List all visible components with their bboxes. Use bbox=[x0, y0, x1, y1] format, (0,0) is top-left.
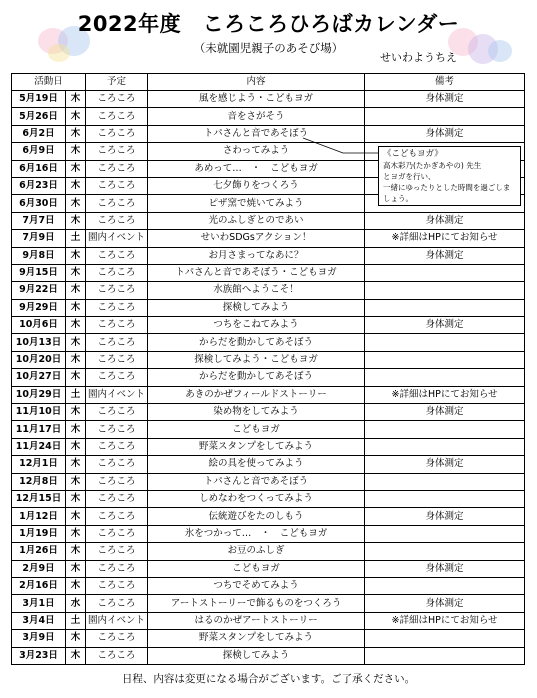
callout-line-2: とヨガを行い、 bbox=[383, 172, 436, 181]
weekday-cell: 木 bbox=[66, 264, 86, 281]
callout-line-3: 一緒にゆったりとした時間を過ごしましょう。 bbox=[383, 183, 511, 203]
school-name: せいわようちえ bbox=[380, 51, 457, 64]
date-cell: 3月23日 bbox=[12, 647, 66, 664]
type-cell: ころころ bbox=[86, 404, 148, 421]
content-cell: ピザ窯で焼いてみよう bbox=[148, 195, 365, 212]
content-cell: お月さまってなあに？ bbox=[148, 247, 365, 264]
weekday-cell: 木 bbox=[66, 577, 86, 594]
weekday-cell: 木 bbox=[66, 125, 86, 142]
type-cell: ころころ bbox=[86, 264, 148, 281]
date-cell: 12月15日 bbox=[12, 490, 66, 507]
type-cell: ころころ bbox=[86, 421, 148, 438]
page-title: 2022年度 ころころひろばカレンダー bbox=[77, 12, 460, 36]
weekday-cell: 木 bbox=[66, 421, 86, 438]
weekday-cell: 木 bbox=[66, 473, 86, 490]
content-cell: 水族館へようこそ！ bbox=[148, 282, 365, 299]
type-cell: 園内イベント bbox=[86, 612, 148, 629]
type-cell: ころころ bbox=[86, 508, 148, 525]
column-header-note: 備考 bbox=[365, 74, 525, 91]
weekday-cell: 木 bbox=[66, 647, 86, 664]
type-cell: ころころ bbox=[86, 543, 148, 560]
content-cell: 野菜スタンプをしてみよう bbox=[148, 630, 365, 647]
weekday-cell: 木 bbox=[66, 282, 86, 299]
content-cell: 光のふしぎとのであい bbox=[148, 212, 365, 229]
date-cell: 10月6日 bbox=[12, 317, 66, 334]
weekday-cell: 土 bbox=[66, 230, 86, 247]
weekday-cell: 木 bbox=[66, 91, 86, 108]
date-cell: 6月23日 bbox=[12, 177, 66, 194]
date-cell: 2月16日 bbox=[12, 577, 66, 594]
date-cell: 3月9日 bbox=[12, 630, 66, 647]
date-cell: 9月8日 bbox=[12, 247, 66, 264]
content-cell: つちでそめてみよう bbox=[148, 577, 365, 594]
date-cell: 6月2日 bbox=[12, 125, 66, 142]
type-cell: ころころ bbox=[86, 125, 148, 142]
weekday-cell: 木 bbox=[66, 195, 86, 212]
type-cell: ころころ bbox=[86, 351, 148, 368]
weekday-cell: 木 bbox=[66, 299, 86, 316]
date-cell: 9月22日 bbox=[12, 282, 66, 299]
date-cell: 1月19日 bbox=[12, 525, 66, 542]
column-header-date: 活動日 bbox=[12, 74, 86, 91]
content-cell: 野菜スタンプをしてみよう bbox=[148, 438, 365, 455]
note-cell: ※詳細はHPにてお知らせ bbox=[365, 612, 525, 629]
yoga-callout-box bbox=[378, 146, 521, 206]
type-cell: ころころ bbox=[86, 595, 148, 612]
weekday-cell: 木 bbox=[66, 508, 86, 525]
date-cell: 11月10日 bbox=[12, 404, 66, 421]
date-cell: 12月1日 bbox=[12, 456, 66, 473]
content-cell: あきのかぜフィールドストーリー bbox=[148, 386, 365, 403]
weekday-cell: 木 bbox=[66, 525, 86, 542]
type-cell: ころころ bbox=[86, 91, 148, 108]
note-cell: 身体測定 bbox=[365, 317, 525, 334]
callout-title: 《こどもヨガ》 bbox=[383, 149, 443, 159]
type-cell: 園内イベント bbox=[86, 230, 148, 247]
date-cell: 5月19日 bbox=[12, 91, 66, 108]
type-cell: 園内イベント bbox=[86, 386, 148, 403]
content-cell: からだを動かしてあそぼう bbox=[148, 369, 365, 386]
content-cell: あめって… ・ こどもヨガ bbox=[148, 160, 365, 177]
note-cell: 身体測定 bbox=[365, 456, 525, 473]
content-cell: お豆のふしぎ bbox=[148, 543, 365, 560]
date-cell: 12月8日 bbox=[12, 473, 66, 490]
weekday-cell: 木 bbox=[66, 108, 86, 125]
weekday-cell: 木 bbox=[66, 630, 86, 647]
date-cell: 11月17日 bbox=[12, 421, 66, 438]
date-cell: 3月4日 bbox=[12, 612, 66, 629]
weekday-cell: 木 bbox=[66, 212, 86, 229]
weekday-cell: 土 bbox=[66, 612, 86, 629]
page-subtitle: （未就園児親子のあそび場） bbox=[193, 41, 344, 55]
type-cell: ころころ bbox=[86, 160, 148, 177]
date-cell: 10月29日 bbox=[12, 386, 66, 403]
weekday-cell: 木 bbox=[66, 334, 86, 351]
footer-note: 日程、内容は変更になる場合がございます。ご了承ください。 bbox=[121, 673, 416, 685]
type-cell: ころころ bbox=[86, 560, 148, 577]
type-cell: ころころ bbox=[86, 143, 148, 160]
weekday-cell: 木 bbox=[66, 404, 86, 421]
content-cell: 風を感じよう・こどもヨガ bbox=[148, 91, 365, 108]
weekday-cell: 木 bbox=[66, 543, 86, 560]
content-cell: トパさんと音であそぼう・こどもヨガ bbox=[148, 264, 365, 281]
content-cell: 七夕飾りをつくろう bbox=[148, 177, 365, 194]
type-cell: ころころ bbox=[86, 282, 148, 299]
content-cell: 染め物をしてみよう bbox=[148, 404, 365, 421]
weekday-cell: 木 bbox=[66, 490, 86, 507]
date-cell: 6月9日 bbox=[12, 143, 66, 160]
note-cell: 身体測定 bbox=[365, 212, 525, 229]
weekday-cell: 木 bbox=[66, 143, 86, 160]
date-cell: 10月27日 bbox=[12, 369, 66, 386]
date-cell: 7月7日 bbox=[12, 212, 66, 229]
type-cell: ころころ bbox=[86, 369, 148, 386]
content-cell: 音をさがそう bbox=[148, 108, 365, 125]
column-header-content: 内容 bbox=[148, 74, 365, 91]
weekday-cell: 水 bbox=[66, 595, 86, 612]
date-cell: 9月29日 bbox=[12, 299, 66, 316]
type-cell: ころころ bbox=[86, 630, 148, 647]
weekday-cell: 木 bbox=[66, 369, 86, 386]
weekday-cell: 木 bbox=[66, 247, 86, 264]
note-cell: ※詳細はHPにてお知らせ bbox=[365, 230, 525, 247]
weekday-cell: 木 bbox=[66, 438, 86, 455]
weekday-cell: 木 bbox=[66, 351, 86, 368]
date-cell: 6月30日 bbox=[12, 195, 66, 212]
content-cell: からだを動かしてあそぼう bbox=[148, 334, 365, 351]
date-cell: 9月15日 bbox=[12, 264, 66, 281]
content-cell: こどもヨガ bbox=[148, 421, 365, 438]
weekday-cell: 木 bbox=[66, 560, 86, 577]
content-cell: トパさんと音であそぼう bbox=[148, 125, 365, 142]
note-cell: 身体測定 bbox=[365, 125, 525, 142]
note-cell: 身体測定 bbox=[365, 404, 525, 421]
weekday-cell: 木 bbox=[66, 177, 86, 194]
type-cell: ころころ bbox=[86, 195, 148, 212]
type-cell: ころころ bbox=[86, 456, 148, 473]
content-cell: しめなわをつくってみよう bbox=[148, 490, 365, 507]
date-cell: 11月24日 bbox=[12, 438, 66, 455]
note-cell: 身体測定 bbox=[365, 247, 525, 264]
note-cell: 身体測定 bbox=[365, 91, 525, 108]
weekday-cell: 木 bbox=[66, 160, 86, 177]
content-cell: さわってみよう bbox=[148, 143, 365, 160]
type-cell: ころころ bbox=[86, 473, 148, 490]
content-cell: 探検してみよう bbox=[148, 299, 365, 316]
content-cell: 伝統遊びをたのしもう bbox=[148, 508, 365, 525]
note-cell: 身体測定 bbox=[365, 595, 525, 612]
content-cell: 氷をつかって… ・ こどもヨガ bbox=[148, 525, 365, 542]
note-cell: 身体測定 bbox=[365, 560, 525, 577]
type-cell: ころころ bbox=[86, 108, 148, 125]
type-cell: ころころ bbox=[86, 299, 148, 316]
content-cell: こどもヨガ bbox=[148, 560, 365, 577]
content-cell: つちをこねてみよう bbox=[148, 317, 365, 334]
content-cell: はるのかぜアートストーリー bbox=[148, 612, 365, 629]
type-cell: ころころ bbox=[86, 177, 148, 194]
note-cell: 身体測定 bbox=[365, 508, 525, 525]
type-cell: ころころ bbox=[86, 525, 148, 542]
type-cell: ころころ bbox=[86, 438, 148, 455]
weekday-cell: 木 bbox=[66, 456, 86, 473]
type-cell: ころころ bbox=[86, 212, 148, 229]
type-cell: ころころ bbox=[86, 334, 148, 351]
date-cell: 1月12日 bbox=[12, 508, 66, 525]
column-header-type: 予定 bbox=[86, 74, 148, 91]
date-cell: 2月9日 bbox=[12, 560, 66, 577]
content-cell: 探検してみよう bbox=[148, 647, 365, 664]
date-cell: 3月1日 bbox=[12, 595, 66, 612]
date-cell: 7月9日 bbox=[12, 230, 66, 247]
type-cell: ころころ bbox=[86, 317, 148, 334]
weekday-cell: 木 bbox=[66, 317, 86, 334]
date-cell: 6月16日 bbox=[12, 160, 66, 177]
content-cell: せいわSDGsアクション！ bbox=[148, 230, 365, 247]
type-cell: ころころ bbox=[86, 577, 148, 594]
date-cell: 1月26日 bbox=[12, 543, 66, 560]
weekday-cell: 土 bbox=[66, 386, 86, 403]
content-cell: アートストーリーで飾るものをつくろう bbox=[148, 595, 365, 612]
callout-line-1: 高木彩乃(たかぎあやの) 先生 bbox=[383, 161, 482, 170]
content-cell: 探検してみよう・こどもヨガ bbox=[148, 351, 365, 368]
content-cell: 絵の具を使ってみよう bbox=[148, 456, 365, 473]
content-cell: トパさんと音であそぼう bbox=[148, 473, 365, 490]
date-cell: 10月20日 bbox=[12, 351, 66, 368]
date-cell: 5月26日 bbox=[12, 108, 66, 125]
type-cell: ころころ bbox=[86, 490, 148, 507]
type-cell: ころころ bbox=[86, 247, 148, 264]
type-cell: ころころ bbox=[86, 647, 148, 664]
date-cell: 10月13日 bbox=[12, 334, 66, 351]
note-cell: ※詳細はHPにてお知らせ bbox=[365, 386, 525, 403]
